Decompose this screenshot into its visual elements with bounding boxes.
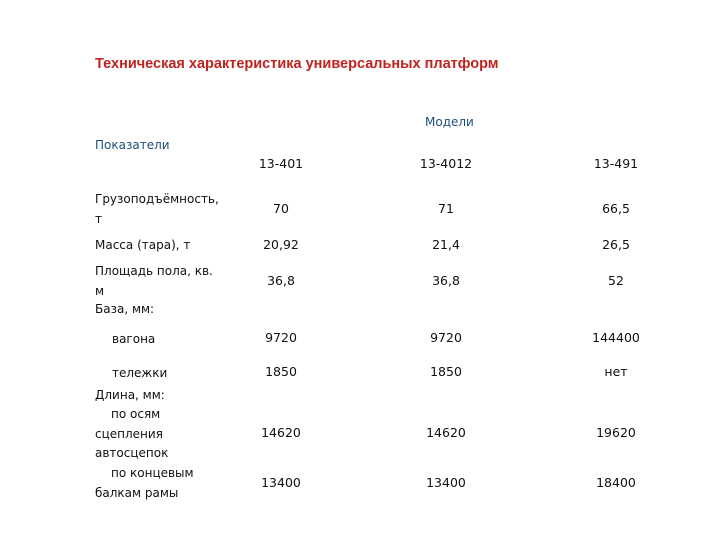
table-cell: 19620 xyxy=(596,425,636,440)
table-cell: 13400 xyxy=(261,475,301,490)
row-label: вагона xyxy=(112,332,156,346)
page-title: Техническая характеристика универсальных платформ xyxy=(95,56,499,72)
table-cell: 14620 xyxy=(261,425,301,440)
table-cell: 9720 xyxy=(265,330,297,345)
table-cell: 14620 xyxy=(426,425,466,440)
table-cell: 1850 xyxy=(430,364,462,379)
column-header: 13-401 xyxy=(258,156,304,171)
column-header: 13-491 xyxy=(593,156,639,171)
models-header: Модели xyxy=(425,115,474,129)
table-cell: 144400 xyxy=(592,330,640,345)
table-cell: 36,8 xyxy=(432,273,460,288)
table-cell: 13400 xyxy=(426,475,466,490)
table-cell: 9720 xyxy=(430,330,462,345)
table-cell: 70 xyxy=(273,201,289,216)
group-label: База, мм: xyxy=(95,302,155,316)
row-label: по осям сцепления автосцепок xyxy=(95,407,169,460)
table-cell: 71 xyxy=(438,201,454,216)
row-label: Масса (тара), т xyxy=(95,238,191,252)
row-label: Площадь пола, кв. м xyxy=(95,264,213,298)
indicators-header: Показатели xyxy=(95,138,170,152)
table-cell: 66,5 xyxy=(602,201,630,216)
table-cell: 26,5 xyxy=(602,237,630,252)
row-label: Грузоподъёмность, т xyxy=(95,192,219,226)
row-label: по концевым балкам рамы xyxy=(95,466,194,500)
row-label: тележки xyxy=(112,366,168,380)
table-cell: нет xyxy=(604,364,628,379)
table-cell: 21,4 xyxy=(432,237,460,252)
table-cell: 20,92 xyxy=(263,237,299,252)
table-cell: 1850 xyxy=(265,364,297,379)
table-cell: 18400 xyxy=(596,475,636,490)
column-header: 13-4012 xyxy=(419,156,473,171)
group-label: Длина, мм: xyxy=(95,388,165,402)
table-cell: 36,8 xyxy=(267,273,295,288)
table-cell: 52 xyxy=(608,273,624,288)
